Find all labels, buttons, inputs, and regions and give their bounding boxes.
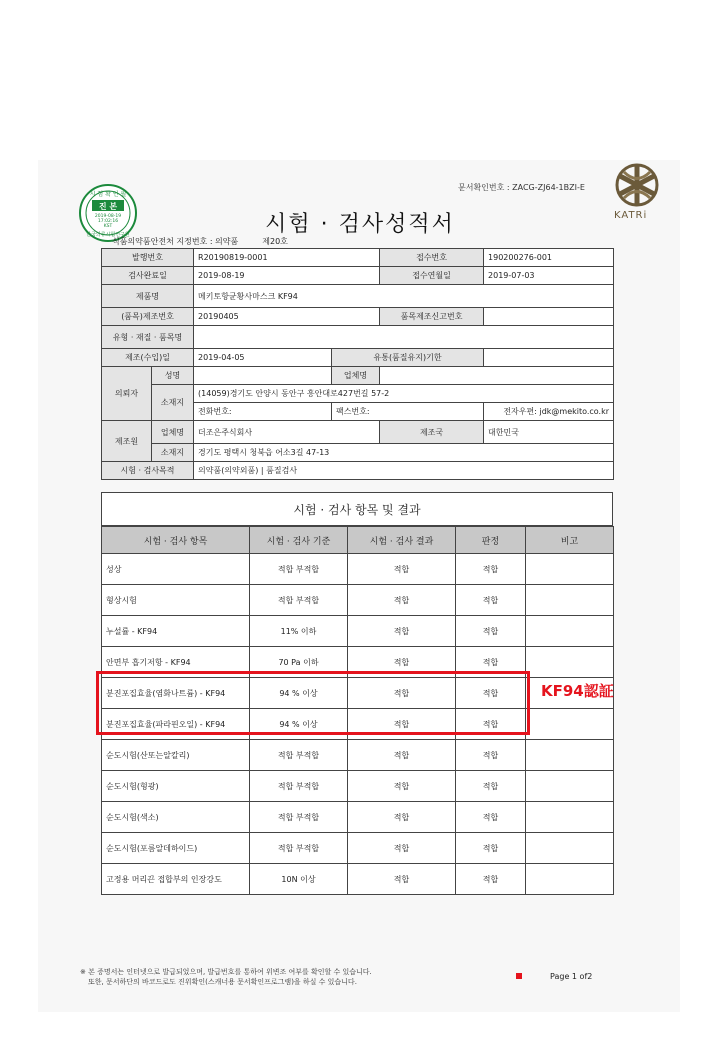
katri-logo-icon (610, 158, 664, 214)
result-value: 적합 (348, 554, 456, 585)
client-company-value (380, 367, 614, 385)
mfg-date-value: 2019-04-05 (194, 349, 332, 367)
result-judgement: 적합 (456, 585, 526, 616)
item-report-label: 품목제조신고번호 (380, 308, 484, 326)
info-table (101, 248, 614, 480)
result-judgement: 적합 (456, 771, 526, 802)
header-remarks: 비고 (526, 527, 614, 554)
result-criteria: 10N 이상 (250, 864, 348, 895)
phone-label: 전화번호: (194, 403, 332, 421)
result-item: 순도시험(형광) (102, 771, 250, 802)
stamp-main-text: 진 본 (98, 202, 118, 211)
result-judgement: 적합 (456, 709, 526, 740)
result-item: 순도시험(포름알데하이드) (102, 833, 250, 864)
result-item: 안면부 흡기저항 - KF94 (102, 647, 250, 678)
result-value: 적합 (348, 833, 456, 864)
results-title: 시험 · 검사 항목 및 결과 (101, 492, 613, 526)
table-row (102, 249, 614, 267)
client-name-label: 성명 (152, 367, 194, 385)
table-row (102, 554, 614, 585)
result-value: 적합 (348, 864, 456, 895)
product-label: 제품명 (102, 285, 194, 308)
email-cell (484, 403, 614, 421)
table-row (102, 326, 614, 349)
result-criteria: 11% 이하 (250, 616, 348, 647)
result-criteria: 적합 부적합 (250, 554, 348, 585)
lab-registration-text: 식품의약품안전처 지정번호 : 의약품 (112, 237, 239, 246)
result-remarks (526, 771, 614, 802)
complete-date-label: 검사완료일 (102, 267, 194, 285)
expiry-label: 유통(품질유지)기한 (332, 349, 484, 367)
result-remarks (526, 647, 614, 678)
result-item: 분진포집효율(염화나트륨) - KF94 (102, 678, 250, 709)
stamp-code: KST (103, 224, 113, 229)
table-row (102, 585, 614, 616)
result-judgement: 적합 (456, 802, 526, 833)
client-company-label: 업체명 (332, 367, 380, 385)
stamp-top-text: 시 험 확 인 필 (89, 191, 127, 198)
client-name-value (194, 367, 332, 385)
purpose-value: 의약품(의약외품) | 품질검사 (194, 462, 614, 480)
mfg-no-value: 20190405 (194, 308, 380, 326)
result-item: 순도시험(색소) (102, 802, 250, 833)
result-remarks (526, 802, 614, 833)
email-label: 전자우편: (503, 407, 537, 416)
result-value: 적합 (348, 585, 456, 616)
client-address-label: 소재지 (152, 385, 194, 421)
result-item: 분진포집효율(파라핀오일) - KF94 (102, 709, 250, 740)
receipt-date-value: 2019-07-03 (484, 267, 614, 285)
result-judgement: 적합 (456, 740, 526, 771)
result-judgement: 적합 (456, 833, 526, 864)
maker-company-label: 업체명 (152, 421, 194, 444)
result-item: 고정용 머리끈 접합부의 인장강도 (102, 864, 250, 895)
country-value: 대한민국 (484, 421, 614, 444)
result-judgement: 적합 (456, 616, 526, 647)
receipt-no-label: 접수번호 (380, 249, 484, 267)
footer-note (80, 967, 372, 987)
maker-label: 제조원 (102, 421, 152, 462)
table-row (102, 367, 614, 385)
result-remarks (526, 864, 614, 895)
result-criteria: 적합 부적합 (250, 771, 348, 802)
receipt-date-label: 접수연월일 (380, 267, 484, 285)
lab-registration (112, 236, 288, 247)
result-remarks (526, 554, 614, 585)
stamp-date: 2019-08-19 (94, 214, 122, 219)
header-result: 시험 · 검사 결과 (348, 527, 456, 554)
result-value: 적합 (348, 678, 456, 709)
result-value: 적합 (348, 616, 456, 647)
table-row (102, 802, 614, 833)
footer-line-1: ※ 본 증명서는 인터넷으로 발급되었으며, 발급번호를 통하여 위변조 여부를 확인할 수 있습니다. (80, 968, 372, 976)
table-row (102, 267, 614, 285)
result-value: 적합 (348, 647, 456, 678)
table-row (102, 616, 614, 647)
client-label: 의뢰자 (102, 367, 152, 421)
result-judgement: 적합 (456, 647, 526, 678)
stamp-time: 17:02:16 (97, 219, 119, 224)
result-criteria: 적합 부적합 (250, 802, 348, 833)
result-item: 성상 (102, 554, 250, 585)
receipt-no-value: 190200276-001 (484, 249, 614, 267)
result-value: 적합 (348, 771, 456, 802)
lab-registration-number: 제20호 (262, 237, 288, 246)
result-remarks (526, 709, 614, 740)
page-number: Page 1 of2 (550, 972, 593, 981)
table-row (102, 308, 614, 326)
footer-line-2: 또한, 문서하단의 바코드로도 진위확인(스캐너용 문서확인프로그램)을 하실 수 있습니다. (88, 978, 357, 986)
table-row (102, 444, 614, 462)
table-row (102, 385, 614, 403)
complete-date-value: 2019-08-19 (194, 267, 380, 285)
katri-label: KATRi (614, 210, 648, 221)
result-criteria: 94 % 이상 (250, 678, 348, 709)
table-row (102, 864, 614, 895)
result-remarks (526, 616, 614, 647)
table-row (102, 349, 614, 367)
fax-label: 팩스번호: (332, 403, 484, 421)
maker-company-value: 더조은주식회사 (194, 421, 380, 444)
issue-no-label: 발행번호 (102, 249, 194, 267)
result-remarks (526, 833, 614, 864)
result-judgement: 적합 (456, 678, 526, 709)
result-item: 순도시험(산또는알칼리) (102, 740, 250, 771)
table-row (102, 421, 614, 444)
purpose-label: 시험 · 검사목적 (102, 462, 194, 480)
table-row (102, 771, 614, 802)
type-label: 유형 · 재질 · 품목명 (102, 326, 194, 349)
result-judgement: 적합 (456, 864, 526, 895)
table-row (102, 462, 614, 480)
result-criteria: 적합 부적합 (250, 740, 348, 771)
result-remarks (526, 585, 614, 616)
product-value: 메키토항균황사마스크 KF94 (194, 285, 614, 308)
item-report-value (484, 308, 614, 326)
table-row (102, 285, 614, 308)
maker-address-value: 경기도 평택시 청북읍 어소3길 47-13 (194, 444, 614, 462)
document-number: 문서확인번호 : ZACG-ZJ64-1BZI-E (458, 183, 585, 192)
result-criteria: 94 % 이상 (250, 709, 348, 740)
results-header-row (102, 527, 614, 554)
result-value: 적합 (348, 740, 456, 771)
email-value: jdk@mekito.co.kr (539, 407, 610, 416)
result-criteria: 적합 부적합 (250, 833, 348, 864)
result-criteria: 적합 부적합 (250, 585, 348, 616)
result-criteria: 70 Pa 이하 (250, 647, 348, 678)
header-item: 시험 · 검사 항목 (102, 527, 250, 554)
country-label: 제조국 (380, 421, 484, 444)
mfg-date-label: 제조(수입)일 (102, 349, 194, 367)
expiry-value (484, 349, 614, 367)
result-remarks (526, 740, 614, 771)
result-value: 적합 (348, 802, 456, 833)
issue-no-value: R20190819-0001 (194, 249, 380, 267)
mfg-no-label: (품목)제조번호 (102, 308, 194, 326)
kf94-highlight-box (96, 671, 530, 735)
footer-marker-icon (516, 973, 522, 979)
kf94-certification-label: KF94認証 (541, 682, 614, 700)
stamp-bottom-text: 한국의류시험연구원 (86, 232, 130, 238)
type-value (194, 326, 614, 349)
header-judgement: 판정 (456, 527, 526, 554)
result-item: 누설률 - KF94 (102, 616, 250, 647)
client-address-value: (14059)경기도 안양시 동안구 흥안대로427번길 57-2 (194, 385, 614, 403)
maker-address-label: 소재지 (152, 444, 194, 462)
header-criteria: 시험 · 검사 기준 (250, 527, 348, 554)
result-item: 형상시험 (102, 585, 250, 616)
document-title: 시험 · 검사성적서 (265, 212, 455, 237)
result-judgement: 적합 (456, 554, 526, 585)
table-row (102, 740, 614, 771)
result-value: 적합 (348, 709, 456, 740)
table-row (102, 833, 614, 864)
